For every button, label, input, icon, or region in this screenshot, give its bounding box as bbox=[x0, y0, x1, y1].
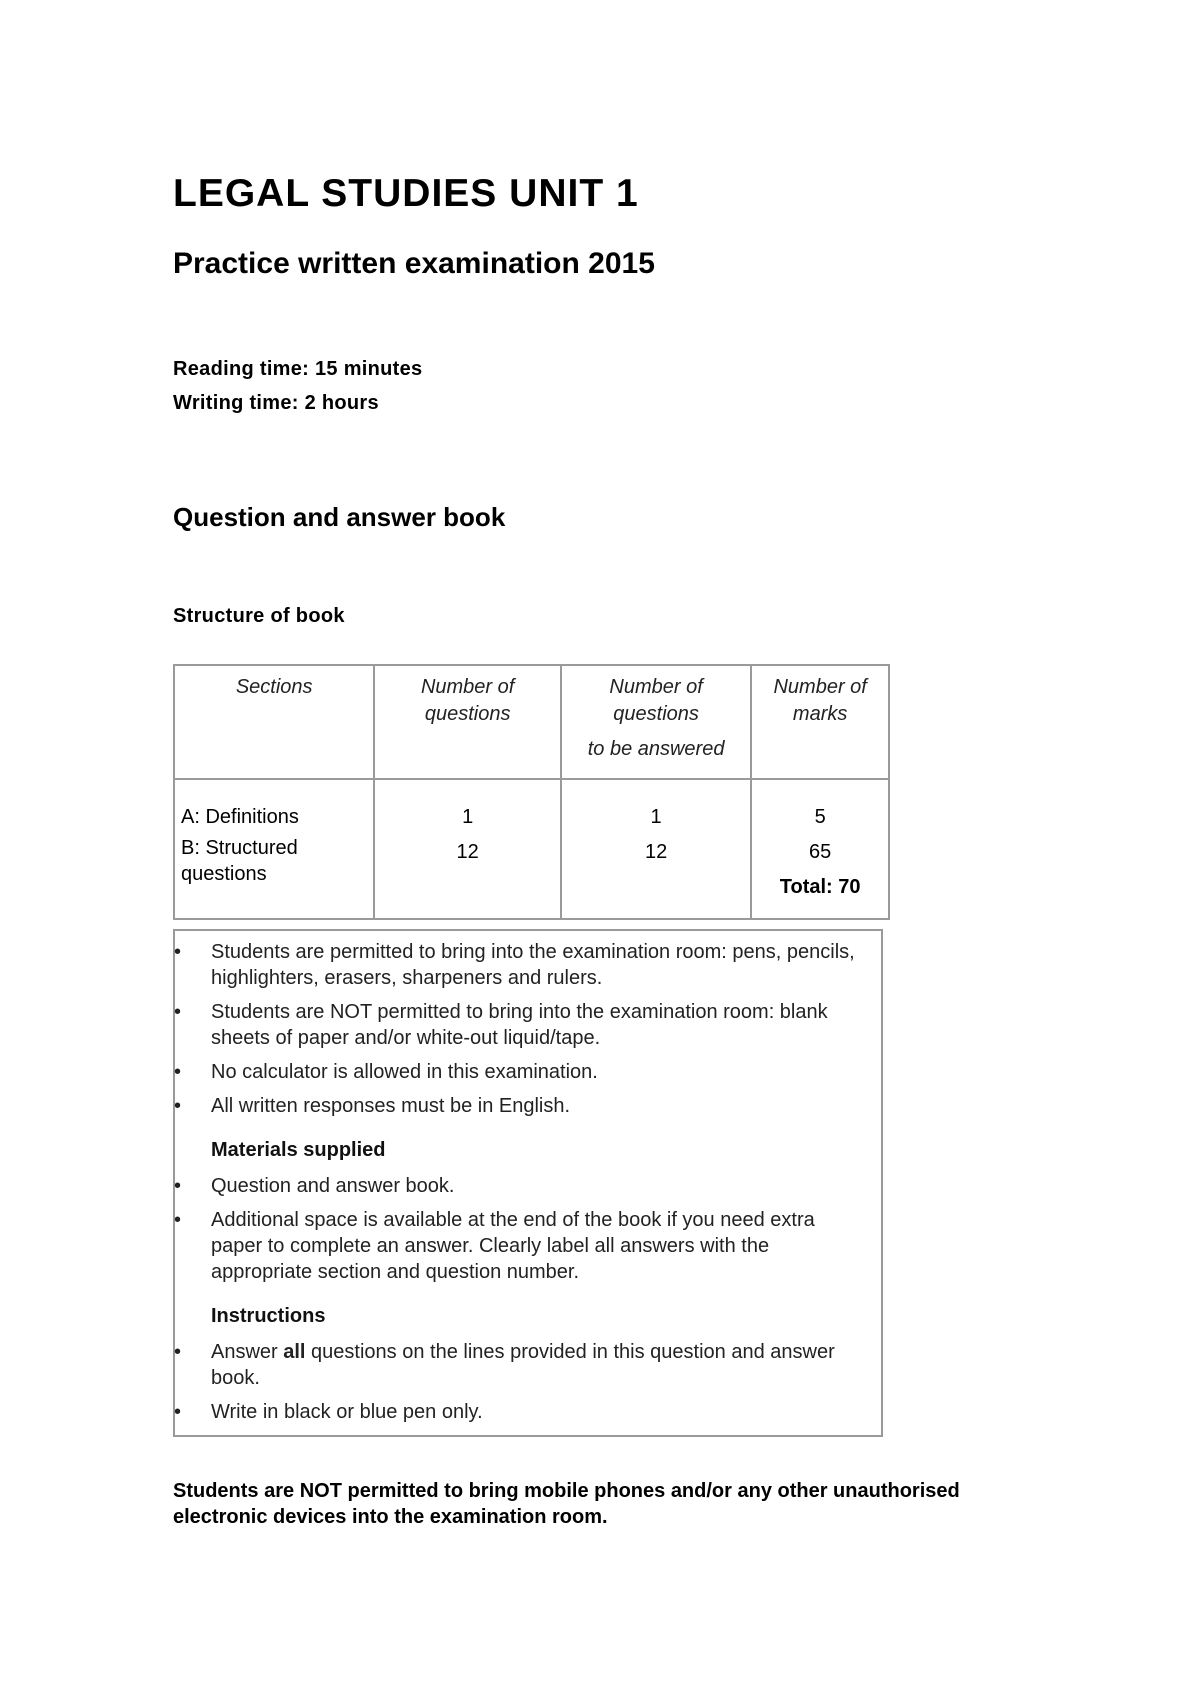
instructions-heading: Instructions bbox=[211, 1305, 326, 1327]
structure-table bbox=[173, 664, 890, 920]
marks-cell bbox=[751, 779, 889, 919]
general-rules-list bbox=[175, 939, 865, 1127]
bullet-icon: • bbox=[174, 1401, 182, 1423]
section-b-label: B: Structured questions bbox=[181, 837, 298, 885]
section-b-marks: 65 bbox=[809, 841, 832, 863]
header-num-answered bbox=[561, 665, 751, 779]
document-subtitle: Practice written examination 2015 bbox=[173, 247, 655, 280]
structure-label: Structure of book bbox=[173, 605, 345, 627]
header-num-questions: Number of questions bbox=[374, 665, 560, 779]
bullet-icon: • bbox=[174, 1095, 182, 1117]
exam-times bbox=[173, 352, 422, 420]
list-item: • Write in black or blue pen only. bbox=[174, 1401, 483, 1423]
list-item: • All written responses must be in English. bbox=[174, 1095, 571, 1117]
header-num-answered-line1: Number of questions bbox=[609, 676, 703, 725]
section-a-marks: 5 bbox=[814, 806, 826, 828]
table-header-row bbox=[174, 665, 889, 779]
header-num-marks: Number of marks bbox=[751, 665, 889, 779]
bullet-icon: • bbox=[174, 1061, 182, 1083]
section-a-answered: 1 bbox=[650, 806, 662, 828]
bullet-icon: • bbox=[174, 1001, 182, 1023]
list-item: • Question and answer book. bbox=[174, 1175, 455, 1197]
bullet-icon: • bbox=[174, 1209, 182, 1231]
section-b-questions: 12 bbox=[456, 841, 479, 863]
device-warning: Students are NOT permitted to bring mobile phones and/or any other unauthorised electronic devices into the examination room. bbox=[173, 1480, 960, 1528]
bullet-icon: • bbox=[174, 1175, 182, 1197]
list-item: • Students are NOT permitted to bring into the examination room: blank sheets of paper and/or white-out liquid/tape. bbox=[174, 1001, 828, 1049]
list-item: • Additional space is available at the end of the book if you need extra paper to complete an answer. Clearly label all answers with the appropriate section and question number. bbox=[174, 1209, 815, 1283]
section-a-questions: 1 bbox=[462, 806, 474, 828]
book-title: Question and answer book bbox=[173, 502, 506, 532]
header-sections: Sections bbox=[174, 665, 374, 779]
list-item: • No calculator is allowed in this examination. bbox=[174, 1061, 598, 1083]
document-title: LEGAL STUDIES UNIT 1 bbox=[173, 172, 639, 215]
section-b-answered: 12 bbox=[644, 841, 668, 863]
instructions-list bbox=[175, 1339, 865, 1433]
total-marks: Total: 70 bbox=[779, 876, 861, 898]
answered-cell bbox=[561, 779, 751, 919]
materials-heading: Materials supplied bbox=[211, 1139, 386, 1161]
section-a-label: A: Definitions bbox=[181, 806, 299, 828]
questions-cell bbox=[374, 779, 560, 919]
list-item: • Students are permitted to bring into the examination room: pens, pencils, highlighters, erasers, sharpeners and rulers. bbox=[174, 941, 855, 989]
instructions-box bbox=[173, 929, 883, 1437]
bullet-icon: • bbox=[174, 1341, 182, 1363]
header-num-answered-line2: to be answered bbox=[587, 738, 725, 760]
materials-list bbox=[175, 1173, 865, 1293]
list-item: • Answer all questions on the lines provided in this question and answer book. bbox=[174, 1341, 835, 1389]
reading-time: Reading time: 15 minutes bbox=[173, 358, 423, 380]
writing-time: Writing time: 2 hours bbox=[173, 392, 379, 414]
bullet-icon: • bbox=[174, 941, 182, 963]
emphasis-all: all bbox=[283, 1341, 306, 1363]
sections-cell bbox=[174, 779, 374, 919]
table-row bbox=[174, 779, 889, 919]
